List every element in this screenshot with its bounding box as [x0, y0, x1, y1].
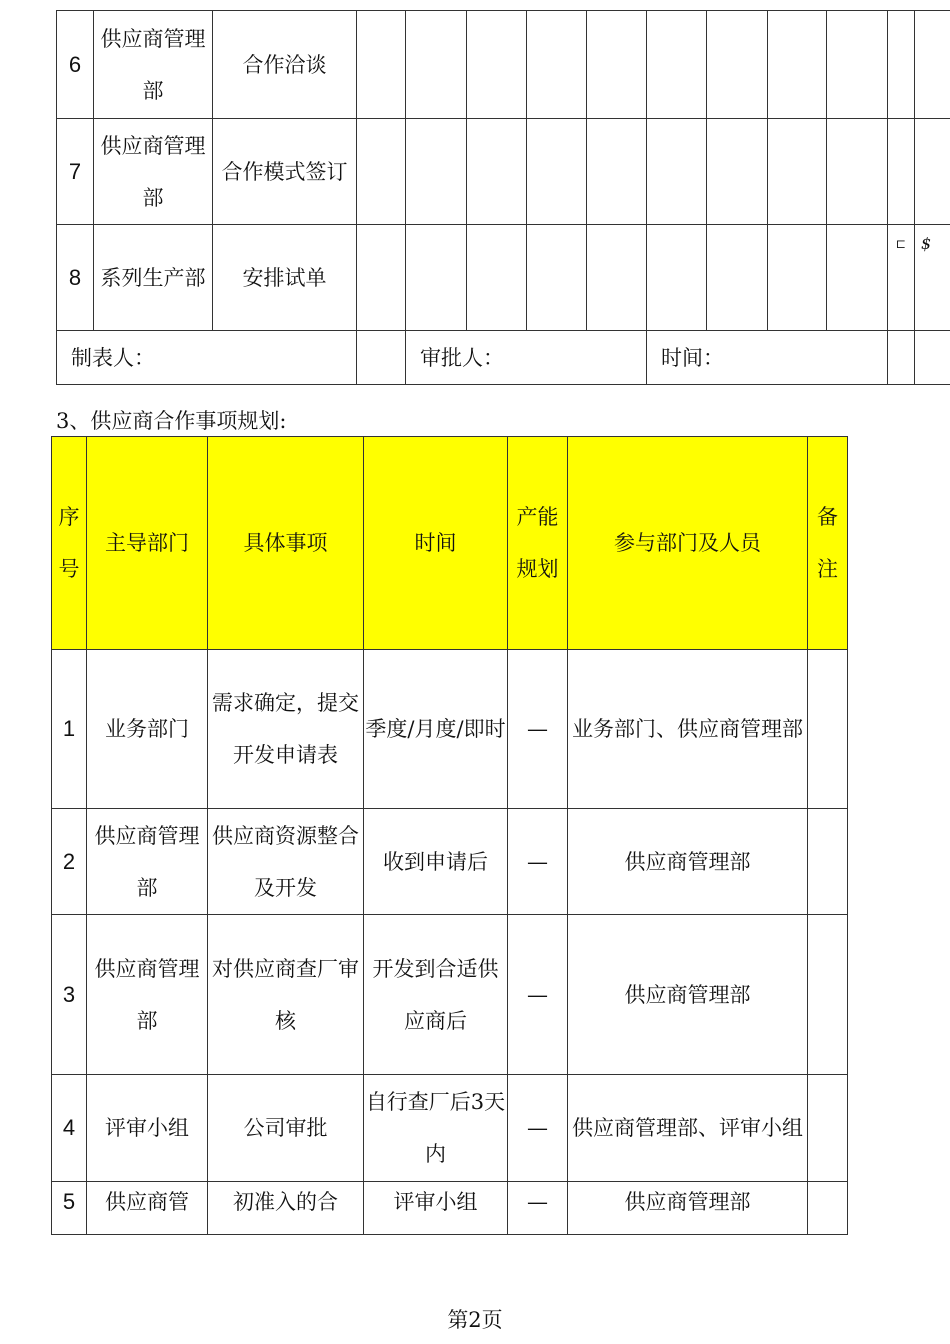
header-cell: 主导部门	[87, 437, 208, 650]
header-cell: 备注	[808, 437, 848, 650]
row-number: 8	[57, 225, 94, 331]
task: 初准入的合	[208, 1182, 364, 1235]
row-number: 5	[52, 1182, 87, 1235]
capacity: —	[508, 650, 568, 809]
participants: 业务部门、供应商管理部	[568, 650, 808, 809]
task: 公司审批	[208, 1075, 364, 1182]
cooperation-plan-table	[51, 436, 848, 1235]
lead-dept: 系列生产部	[94, 225, 213, 331]
header-cell: 产能规划	[508, 437, 568, 650]
time-label: 时间：	[647, 331, 888, 385]
schedule-table-top	[56, 10, 950, 385]
participants: 供应商管理部	[568, 1182, 808, 1235]
capacity: —	[508, 915, 568, 1075]
table-row	[57, 11, 950, 119]
task: 需求确定，提交开发申请表	[208, 650, 364, 809]
lead-dept: 供应商管理部	[94, 11, 213, 119]
header-row	[52, 437, 848, 650]
table-footer-row	[57, 331, 950, 385]
time: 开发到合适供应商后	[364, 915, 508, 1075]
note	[808, 1075, 848, 1182]
table-row	[52, 1182, 848, 1235]
table-row	[52, 809, 848, 915]
note	[808, 650, 848, 809]
header-cell: 参与部门及人员	[568, 437, 808, 650]
task: 安排试单	[213, 225, 357, 331]
header-cell: 序号	[52, 437, 87, 650]
table-row	[52, 650, 848, 809]
lead-dept: 业务部门	[87, 650, 208, 809]
time: 季度/月度/即时	[364, 650, 508, 809]
table-row	[57, 119, 950, 225]
row-number: 7	[57, 119, 94, 225]
table-row	[52, 1075, 848, 1182]
time: 评审小组	[364, 1182, 508, 1235]
task: 合作洽谈	[213, 11, 357, 119]
task: 合作模式签订	[213, 119, 357, 225]
participants: 供应商管理部	[568, 809, 808, 915]
time: 收到申请后	[364, 809, 508, 915]
row-number: 2	[52, 809, 87, 915]
table-row	[52, 915, 848, 1075]
lead-dept: 供应商管理部	[94, 119, 213, 225]
stray-mark: $	[915, 225, 950, 331]
row-number: 3	[52, 915, 87, 1075]
note	[808, 809, 848, 915]
section-title: 3、供应商合作事项规划:	[56, 409, 287, 433]
header-cell: 时间	[364, 437, 508, 650]
capacity: —	[508, 1182, 568, 1235]
note	[808, 1182, 848, 1235]
participants: 供应商管理部、评审小组	[568, 1075, 808, 1182]
task: 对供应商查厂审核	[208, 915, 364, 1075]
lead-dept: 评审小组	[87, 1075, 208, 1182]
header-cell: 具体事项	[208, 437, 364, 650]
table-row	[57, 225, 950, 331]
lead-dept: 供应商管理部	[87, 809, 208, 915]
note	[808, 915, 848, 1075]
capacity: —	[508, 809, 568, 915]
maker-label: 制表人：	[57, 331, 357, 385]
page-number: 第2页	[447, 1308, 503, 1332]
lead-dept: 供应商管	[87, 1182, 208, 1235]
participants: 供应商管理部	[568, 915, 808, 1075]
row-number: 1	[52, 650, 87, 809]
lead-dept: 供应商管理部	[87, 915, 208, 1075]
row-number: 4	[52, 1075, 87, 1182]
stray-mark: ⊏	[888, 225, 915, 331]
row-number: 6	[57, 11, 94, 119]
approver-label: 审批人：	[406, 331, 647, 385]
task: 供应商资源整合及开发	[208, 809, 364, 915]
capacity: —	[508, 1075, 568, 1182]
time: 自行查厂后3天内	[364, 1075, 508, 1182]
